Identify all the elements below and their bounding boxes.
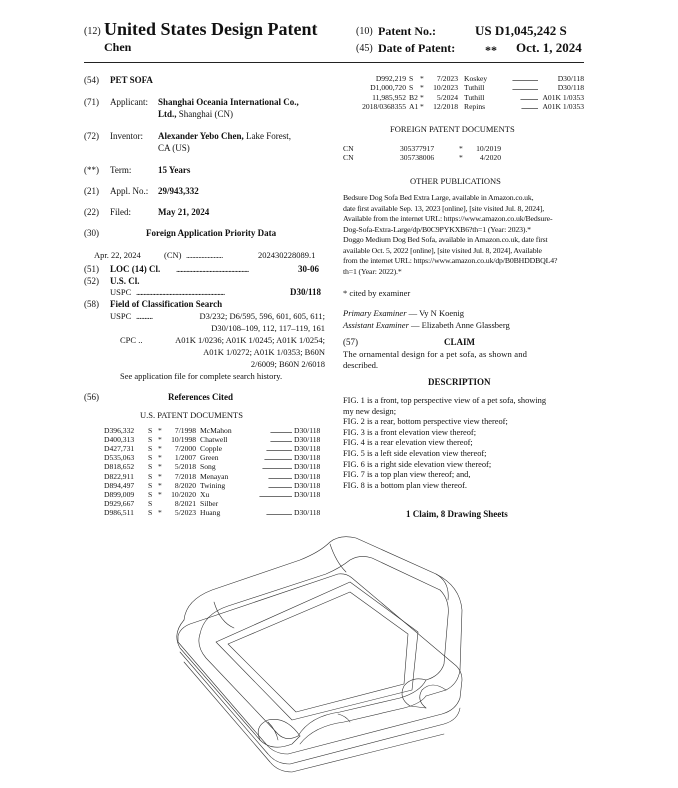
ref-name: Copple [200,444,222,454]
ref-date: 7/1998 [174,426,196,435]
publication-line: Bedsure Dog Sofa Bed Extra Large, available in Amazon.co.uk, [343,193,534,202]
term-value: 15 Years [158,165,191,175]
application-number-label: Appl. No.: [110,186,149,196]
primary-examiner-label: Primary Examiner [343,308,407,318]
ref-kind: A1 [409,101,419,111]
claim-heading: CLAIM [444,337,475,347]
ref-name: Xu [200,489,210,499]
ref-star: * [420,101,424,111]
claim-text-line1: The ornamental design for a pet sofa, as shown and [343,349,528,359]
ref-number: D929,667 [104,498,135,508]
ref-date: 7/2000 [174,444,196,454]
ref-star: * [158,435,162,445]
references-cited-heading: References Cited [168,392,234,402]
field-code-22: (22) [84,207,99,217]
document-type-title: United States Design Patent [104,19,318,39]
ref-date: 10/2020 [171,489,196,499]
pet-sofa-drawing [150,530,510,780]
ref-name: Twining [200,480,226,490]
ref-kind: S [409,83,414,93]
priority-number: 202430228089.1 [258,250,316,260]
ref-star: * [158,453,162,463]
field-code-45: (45) [356,43,373,54]
ref-dots: .......................... [512,83,538,93]
ref-name: Green [200,453,219,463]
field-code-21: (21) [84,186,99,196]
field-code-58: (58) [84,299,99,309]
ref-class: D30/118 [294,435,321,445]
applicant-location: Shanghai (CN) [178,109,234,119]
figure-description-line: my new design; [343,406,397,416]
field-code-10: (10) [356,26,373,37]
foreign-star: * [459,144,463,153]
ref-kind: S [148,426,153,435]
publication-line: from the internet URL: https://www.amazon.co.uk/dp/B0BHDDBQL4? [343,256,558,265]
ref-date: 12/2018 [433,101,458,111]
field-code-12: (12) [84,26,101,37]
header-rule [84,62,584,63]
ref-kind: B2 [409,92,418,102]
ref-kind: S [148,435,153,445]
field-code-30: (30) [84,228,99,238]
ref-number: D396,332 [104,426,135,435]
other-publications-heading: OTHER PUBLICATIONS [410,176,501,186]
publication-line: Dog-Sofa-Extra-Large/dp/B0C9PYKXB6?th=1 (Year: 2023).* [343,224,531,234]
ref-name: Tuthill [464,92,485,102]
filed-date: May 21, 2024 [158,207,210,217]
inventor-name: Alexander Yebo Chen, [158,131,244,141]
loc-class-value: 30-06 [298,264,319,274]
ref-class: D30/118 [294,453,321,463]
ref-date: 5/2024 [436,92,458,102]
ref-star: * [158,471,162,481]
claim-text-line2: described. [343,360,379,370]
fcs-line1: D3/232; D6/595, 596, 601, 605, 611; [199,311,325,321]
ref-name: Chatwell [200,435,228,445]
publication-line: date first available Sep. 13, 2023 [online], [site visited Jul. 8, 2024], [343,203,545,213]
ref-dots: ................. [521,101,538,111]
ref-kind: S [148,444,153,454]
foreign-date: 4/2020 [479,153,501,163]
inventor-surname-header: Chen [104,40,132,54]
inventor-label: Inventor: [110,131,143,141]
ref-star: * [158,426,162,435]
ref-date: 1/2007 [174,453,196,463]
us-patent-documents-heading: U.S. PATENT DOCUMENTS [140,410,243,420]
fcs-uspc-dots: .......... [136,311,153,321]
application-number: 29/943,332 [158,186,199,196]
assistant-examiner-label: Assistant Examiner [343,320,409,330]
inventor-location-line2: CA (US) [158,143,190,153]
ref-dots: ........................ [268,480,292,490]
ref-class: D30/118 [294,426,321,435]
uspc-value: D30/118 [290,287,322,297]
field-code-72: (72) [84,131,99,141]
ref-name: Menayan [200,471,229,481]
ref-class: A01K 1/0353 [542,101,584,111]
inventor-location: Lake Forest, [246,131,292,141]
ref-date: 8/2020 [174,480,196,490]
field-code-57: (57) [343,337,358,347]
field-code-56: (56) [84,392,99,402]
field-code-52: (52) [84,276,99,286]
ref-number: D822,911 [104,471,134,481]
patent-date: Oct. 1, 2024 [516,40,582,55]
loc-class-label: LOC (14) Cl. [110,264,161,274]
right-arm-end [420,685,446,708]
ref-name: Song [200,462,216,472]
ref-number: D986,511 [104,507,134,517]
loc-dots: .................................................. [176,264,249,274]
ref-number: D894,497 [104,480,135,490]
primary-examiner [343,308,464,319]
foreign-documents-heading: FOREIGN PATENT DOCUMENTS [390,124,515,134]
ref-date: 5/2018 [174,462,196,472]
term-extension-stars: ** [485,43,497,57]
figure-description-line: FIG. 5 is a left side elevation view thereof; [343,449,487,458]
ref-kind: S [148,462,153,472]
ref-date: 8/2021 [174,498,196,508]
foreign-number: 305377917 [400,144,435,153]
figure-description-line: FIG. 8 is a bottom plan view thereof. [343,480,467,490]
ref-kind: S [148,498,153,508]
ref-dots: .......................... [266,444,292,454]
ref-star: * [158,444,162,454]
ref-name: Huang [200,507,221,517]
ref-dots: ............................ [264,453,292,463]
figure-description-line: FIG. 7 is a top plan view thereof; and, [343,470,471,480]
publication-line: Available from the internet URL: https://www.amazon.co.uk/Bedsure- [343,214,553,223]
ref-date: 10/2023 [433,83,458,93]
assistant-examiner-name: — Elizabeth Anne Glassberg [411,320,510,330]
ref-dots: .......................... [266,507,292,517]
ref-number: 11,985,952 [372,92,406,102]
ref-number: D535,063 [104,453,135,463]
design-title: PET SOFA [110,75,153,85]
fcs-uspc-label: USPC [110,311,132,321]
applicant-name-line2: Ltd., [158,109,177,119]
right-arm-inner [426,590,448,680]
left-arm-inner [199,634,298,739]
field-code-71: (71) [84,97,99,107]
ref-kind: S [148,480,153,490]
priority-heading: Foreign Application Priority Data [146,228,277,238]
uspc-label: USPC [110,287,132,297]
ref-dots: ........................ [268,471,292,481]
ref-class: D30/118 [294,462,321,472]
figure-description-line: FIG. 3 is a front elevation view thereof; [343,427,477,437]
ref-name: Repins [464,101,486,111]
sofa-base-bottom-edge [180,652,460,764]
description-heading: DESCRIPTION [428,377,491,387]
left-arm-end [258,719,300,740]
ref-star: * [420,74,424,83]
assistant-examiner [343,320,510,331]
publication-line: available Oct. 5, 2022 [online], [site visited Jul. 8, 2024], Available [343,245,542,255]
fcs-line2: D30/108–109, 112, 117–119, 161 [211,323,325,333]
ref-class: D30/118 [557,83,584,93]
ref-kind: S [148,471,153,481]
seat-cushion-inner [228,592,408,712]
ref-dots: .................. [520,92,538,102]
figure-description-line: FIG. 1 is a front, top perspective view of a pet sofa, showing [343,396,547,405]
ref-star: * [158,462,162,472]
figure-description-line: FIG. 6 is a right side elevation view thereof; [343,459,492,469]
uspc-dots: ............................................................. [136,287,225,297]
foreign-date: 10/2019 [476,144,501,153]
left-arm-bolster [177,620,300,747]
publication-line: Doggo Medium Dog Bed Sofa, available in Amazon.co.uk, date first [343,235,548,244]
foreign-number: 305738006 [400,153,435,163]
applicant-line2 [158,109,233,120]
patent-number-label: Patent No.: [378,24,436,38]
ref-date: 10/1998 [171,435,196,445]
ref-number: D400,313 [104,435,135,445]
ref-name: Koskey [464,74,488,83]
us-class-label: U.S. Cl. [110,276,140,286]
ref-star: * [158,507,162,517]
term-label: Term: [110,165,132,175]
front-roll-front [300,696,426,744]
applicant-name-line1: Shanghai Oceania International Co., [158,97,299,107]
foreign-country: CN [343,144,354,153]
right-arm-front-face [402,679,426,708]
fcs-line3: A01K 1/0236; A01K 1/0245; A01K 1/0254; [175,335,325,345]
ref-star: * [158,489,162,499]
ref-class: D30/118 [294,489,321,499]
field-code-51: (51) [84,264,99,274]
seat-cushion-outline [216,582,418,720]
ref-kind: S [409,74,414,83]
ref-number: D992,219 [375,74,406,83]
fcs-line5: 2/6009; B60N 2/6018 [250,359,325,369]
ref-date: 7/2023 [436,74,458,83]
ref-kind: S [148,507,153,517]
foreign-star: * [459,153,463,163]
fcs-cpc-label: CPC .. [120,335,143,345]
claims-sheets-summary: 1 Claim, 8 Drawing Sheets [406,509,508,519]
ref-class: D30/118 [294,480,321,490]
ref-number: 2018/0368355 [362,101,406,111]
publication-line: th=1 (Year: 2022).* [343,266,402,276]
classification-search-heading: Field of Classification Search [110,299,223,309]
ref-kind: S [148,489,153,499]
ref-dots: ...................... [270,435,292,445]
ref-number: D427,731 [104,444,135,454]
inventor-line1 [158,131,291,142]
applicant-label: Applicant: [110,97,148,107]
field-code-term: (**) [84,165,99,175]
ref-dots: ...................... [270,426,292,435]
ref-date: 5/2023 [174,507,196,517]
ref-dots: .............................. [262,462,292,472]
primary-examiner-name: — Vy N Koenig [408,308,464,318]
ref-number: D1,000,720 [370,83,406,93]
figure-description-line: FIG. 2 is a rear, bottom perspective view thereof; [343,417,508,427]
sofa-base-outline [178,574,462,754]
date-of-patent-label: Date of Patent: [378,41,456,55]
filed-label: Filed: [110,207,132,217]
priority-dots: ........................ [186,250,223,260]
ref-kind: S [148,453,153,463]
ref-name: Silber [200,498,219,508]
ref-dots: ................................. [259,489,292,499]
field-code-54: (54) [84,75,99,85]
priority-date: Apr. 22, 2024 [94,250,141,260]
front-roll-top [298,680,426,736]
ref-star: * [158,480,162,490]
fcs-line4: A01K 1/0272; A01K 1/0353; B60N [203,347,325,357]
ref-dots: .......................... [512,74,538,83]
ref-class: D30/118 [294,471,321,481]
ref-name: Tuthill [464,83,485,93]
cited-by-examiner: * cited by examiner [343,288,411,298]
ref-star: * [420,83,424,93]
ref-class: A01K 1/0353 [542,92,584,102]
figure-description-line: FIG. 4 is a rear elevation view thereof; [343,438,473,448]
ref-class: D30/118 [294,444,321,454]
ref-number: D818,652 [104,462,135,472]
search-history-note: See application file for complete search history. [120,371,283,381]
ref-name: McMahon [200,426,232,435]
ref-date: 7/2018 [174,471,196,481]
ref-class: D30/118 [557,74,584,83]
patent-number: US D1,045,242 S [475,23,567,38]
ref-star: * [420,92,424,102]
ref-number: D899,009 [104,489,135,499]
priority-country: (CN) [164,250,182,260]
ref-class: D30/118 [294,507,321,517]
sofa-base-lower-edge [184,662,444,772]
foreign-country: CN [343,153,354,163]
